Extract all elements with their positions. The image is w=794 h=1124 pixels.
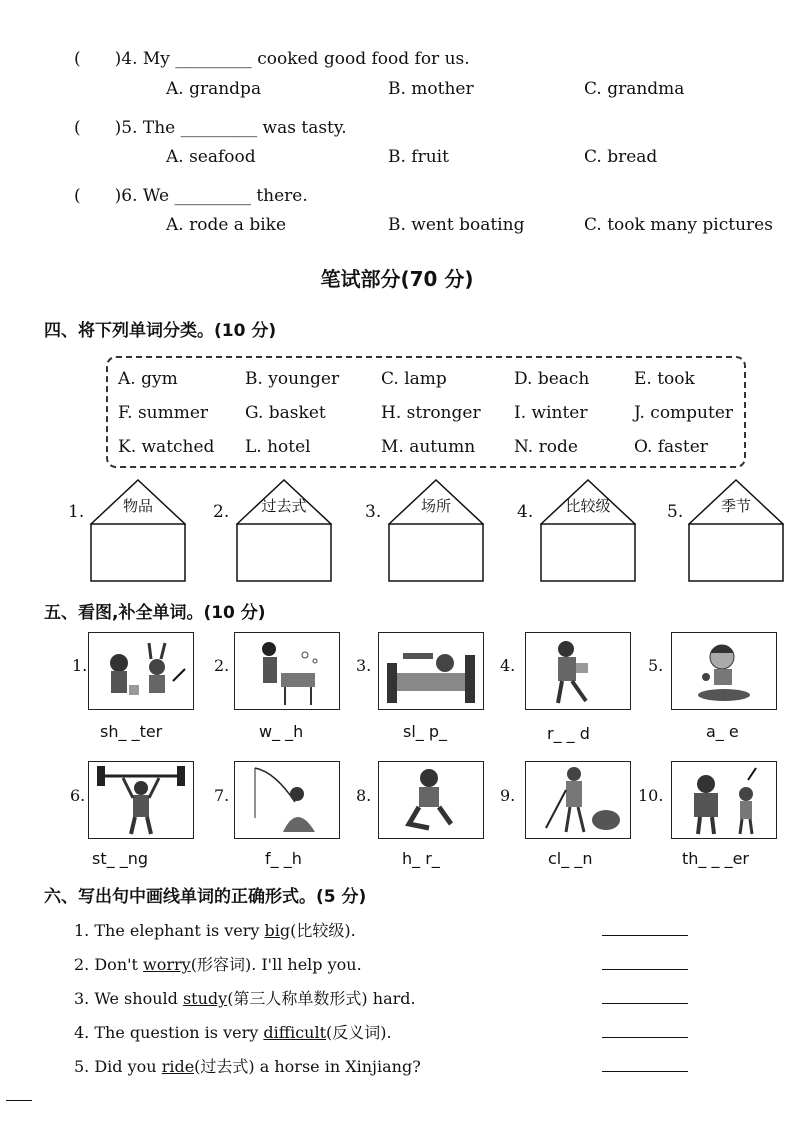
- house-label: 过去式: [261, 497, 307, 515]
- q4-option-a: A. grandpa: [166, 79, 262, 99]
- weightlifter-icon: [88, 761, 194, 839]
- sentence-5: 5. Did you ride(过去式) a horse in Xinjiang?: [74, 1057, 421, 1076]
- word-item: G. basket: [245, 403, 326, 423]
- question-6: ( )6. We _________ there.: [74, 186, 308, 206]
- q6-option-a: A. rode a bike: [166, 215, 287, 235]
- word-item: L. hotel: [245, 437, 311, 457]
- category-house[interactable]: [236, 478, 332, 582]
- category-house[interactable]: [540, 478, 636, 582]
- word-item: F. summer: [118, 403, 209, 423]
- category-house[interactable]: [388, 478, 484, 582]
- section-6-title: 六、写出句中画线单词的正确形式。(5 分): [44, 887, 367, 907]
- word-item: I. winter: [514, 403, 588, 423]
- fill-word: h_ r_: [402, 849, 440, 868]
- picture-number: 1.: [72, 656, 88, 675]
- house-label: 比较级: [565, 497, 611, 515]
- woman-vacuuming-icon: [525, 761, 631, 839]
- girl-fishing-icon: [234, 761, 340, 839]
- picture-number: 5.: [648, 656, 664, 675]
- girl-washing-icon: [234, 632, 340, 710]
- house-number: 5.: [667, 502, 684, 522]
- picture-number: 3.: [356, 656, 372, 675]
- sentence-2: 2. Don't worry(形容词). I'll help you.: [74, 955, 362, 974]
- house-number: 1.: [68, 502, 85, 522]
- page-edge-mark: [6, 1100, 32, 1101]
- answer-blank-4[interactable]: [602, 1037, 688, 1038]
- q4-option-c: C. grandma: [584, 79, 685, 99]
- answer-blank-3[interactable]: [602, 1003, 688, 1004]
- q5-option-c: C. bread: [584, 147, 658, 167]
- picture-number: 2.: [214, 656, 230, 675]
- question-5: ( )5. The _________ was tasty.: [74, 118, 347, 138]
- picture-number: 10.: [638, 786, 664, 805]
- word-item: M. autumn: [381, 437, 476, 457]
- girl-eating-icon: [671, 632, 777, 710]
- house-number: 3.: [365, 502, 382, 522]
- word-item: O. faster: [634, 437, 708, 457]
- word-item: N. rode: [514, 437, 578, 457]
- question-4: ( )4. My _________ cooked good food for us.: [74, 49, 470, 69]
- person-reading-icon: [525, 632, 631, 710]
- answer-blank-2[interactable]: [602, 969, 688, 970]
- word-item: B. younger: [245, 369, 340, 389]
- category-house[interactable]: [90, 478, 186, 582]
- fill-word: a_ e: [706, 722, 739, 741]
- house-label: 场所: [420, 497, 451, 515]
- q5-option-b: B. fruit: [388, 147, 449, 167]
- fill-word: sl_ p_: [403, 722, 448, 741]
- word-item: J. computer: [634, 403, 734, 423]
- house-label: 物品: [122, 497, 153, 515]
- sentence-3: 3. We should study(第三人称单数形式) hard.: [74, 989, 416, 1008]
- picture-number: 7.: [214, 786, 230, 805]
- picture-number: 4.: [500, 656, 516, 675]
- cartoon-animals-icon: [88, 632, 194, 710]
- word-item: A. gym: [118, 369, 178, 389]
- fill-word: cl_ _n: [548, 849, 593, 868]
- section-4-title: 四、将下列单词分类。(10 分): [44, 321, 277, 341]
- section-5-title: 五、看图,补全单词。(10 分): [44, 603, 266, 623]
- house-label: 季节: [720, 497, 751, 515]
- sleeping-in-bed-icon: [378, 632, 484, 710]
- word-item: C. lamp: [381, 369, 447, 389]
- q6-option-b: B. went boating: [388, 215, 525, 235]
- word-item: D. beach: [514, 369, 590, 389]
- fill-word: th_ _ _er: [682, 849, 750, 868]
- sentence-4: 4. The question is very difficult(反义词).: [74, 1023, 392, 1042]
- written-part-title: 笔试部分(70 分): [320, 267, 474, 291]
- house-number: 2.: [213, 502, 230, 522]
- picture-number: 9.: [500, 786, 516, 805]
- fill-word: f_ _h: [265, 849, 302, 868]
- word-item: H. stronger: [381, 403, 481, 423]
- house-number: 4.: [517, 502, 534, 522]
- answer-blank-5[interactable]: [602, 1071, 688, 1072]
- word-item: K. watched: [118, 437, 215, 457]
- picture-number: 8.: [356, 786, 372, 805]
- sentence-1: 1. The elephant is very big(比较级).: [74, 921, 356, 940]
- q4-option-b: B. mother: [388, 79, 474, 99]
- q6-option-c: C. took many pictures: [584, 215, 773, 235]
- fill-word: sh_ _ter: [100, 722, 163, 741]
- thinner-boy-icon: [671, 761, 777, 839]
- category-house[interactable]: [688, 478, 784, 582]
- fill-word: r_ _ d: [547, 724, 590, 743]
- fill-word: w_ _h: [259, 722, 304, 741]
- word-item: E. took: [634, 369, 695, 389]
- answer-blank-1[interactable]: [602, 935, 688, 936]
- picture-number: 6.: [70, 786, 86, 805]
- fill-word: st_ _ng: [92, 849, 148, 868]
- boy-hurt-knee-icon: [378, 761, 484, 839]
- q5-option-a: A. seafood: [166, 147, 256, 167]
